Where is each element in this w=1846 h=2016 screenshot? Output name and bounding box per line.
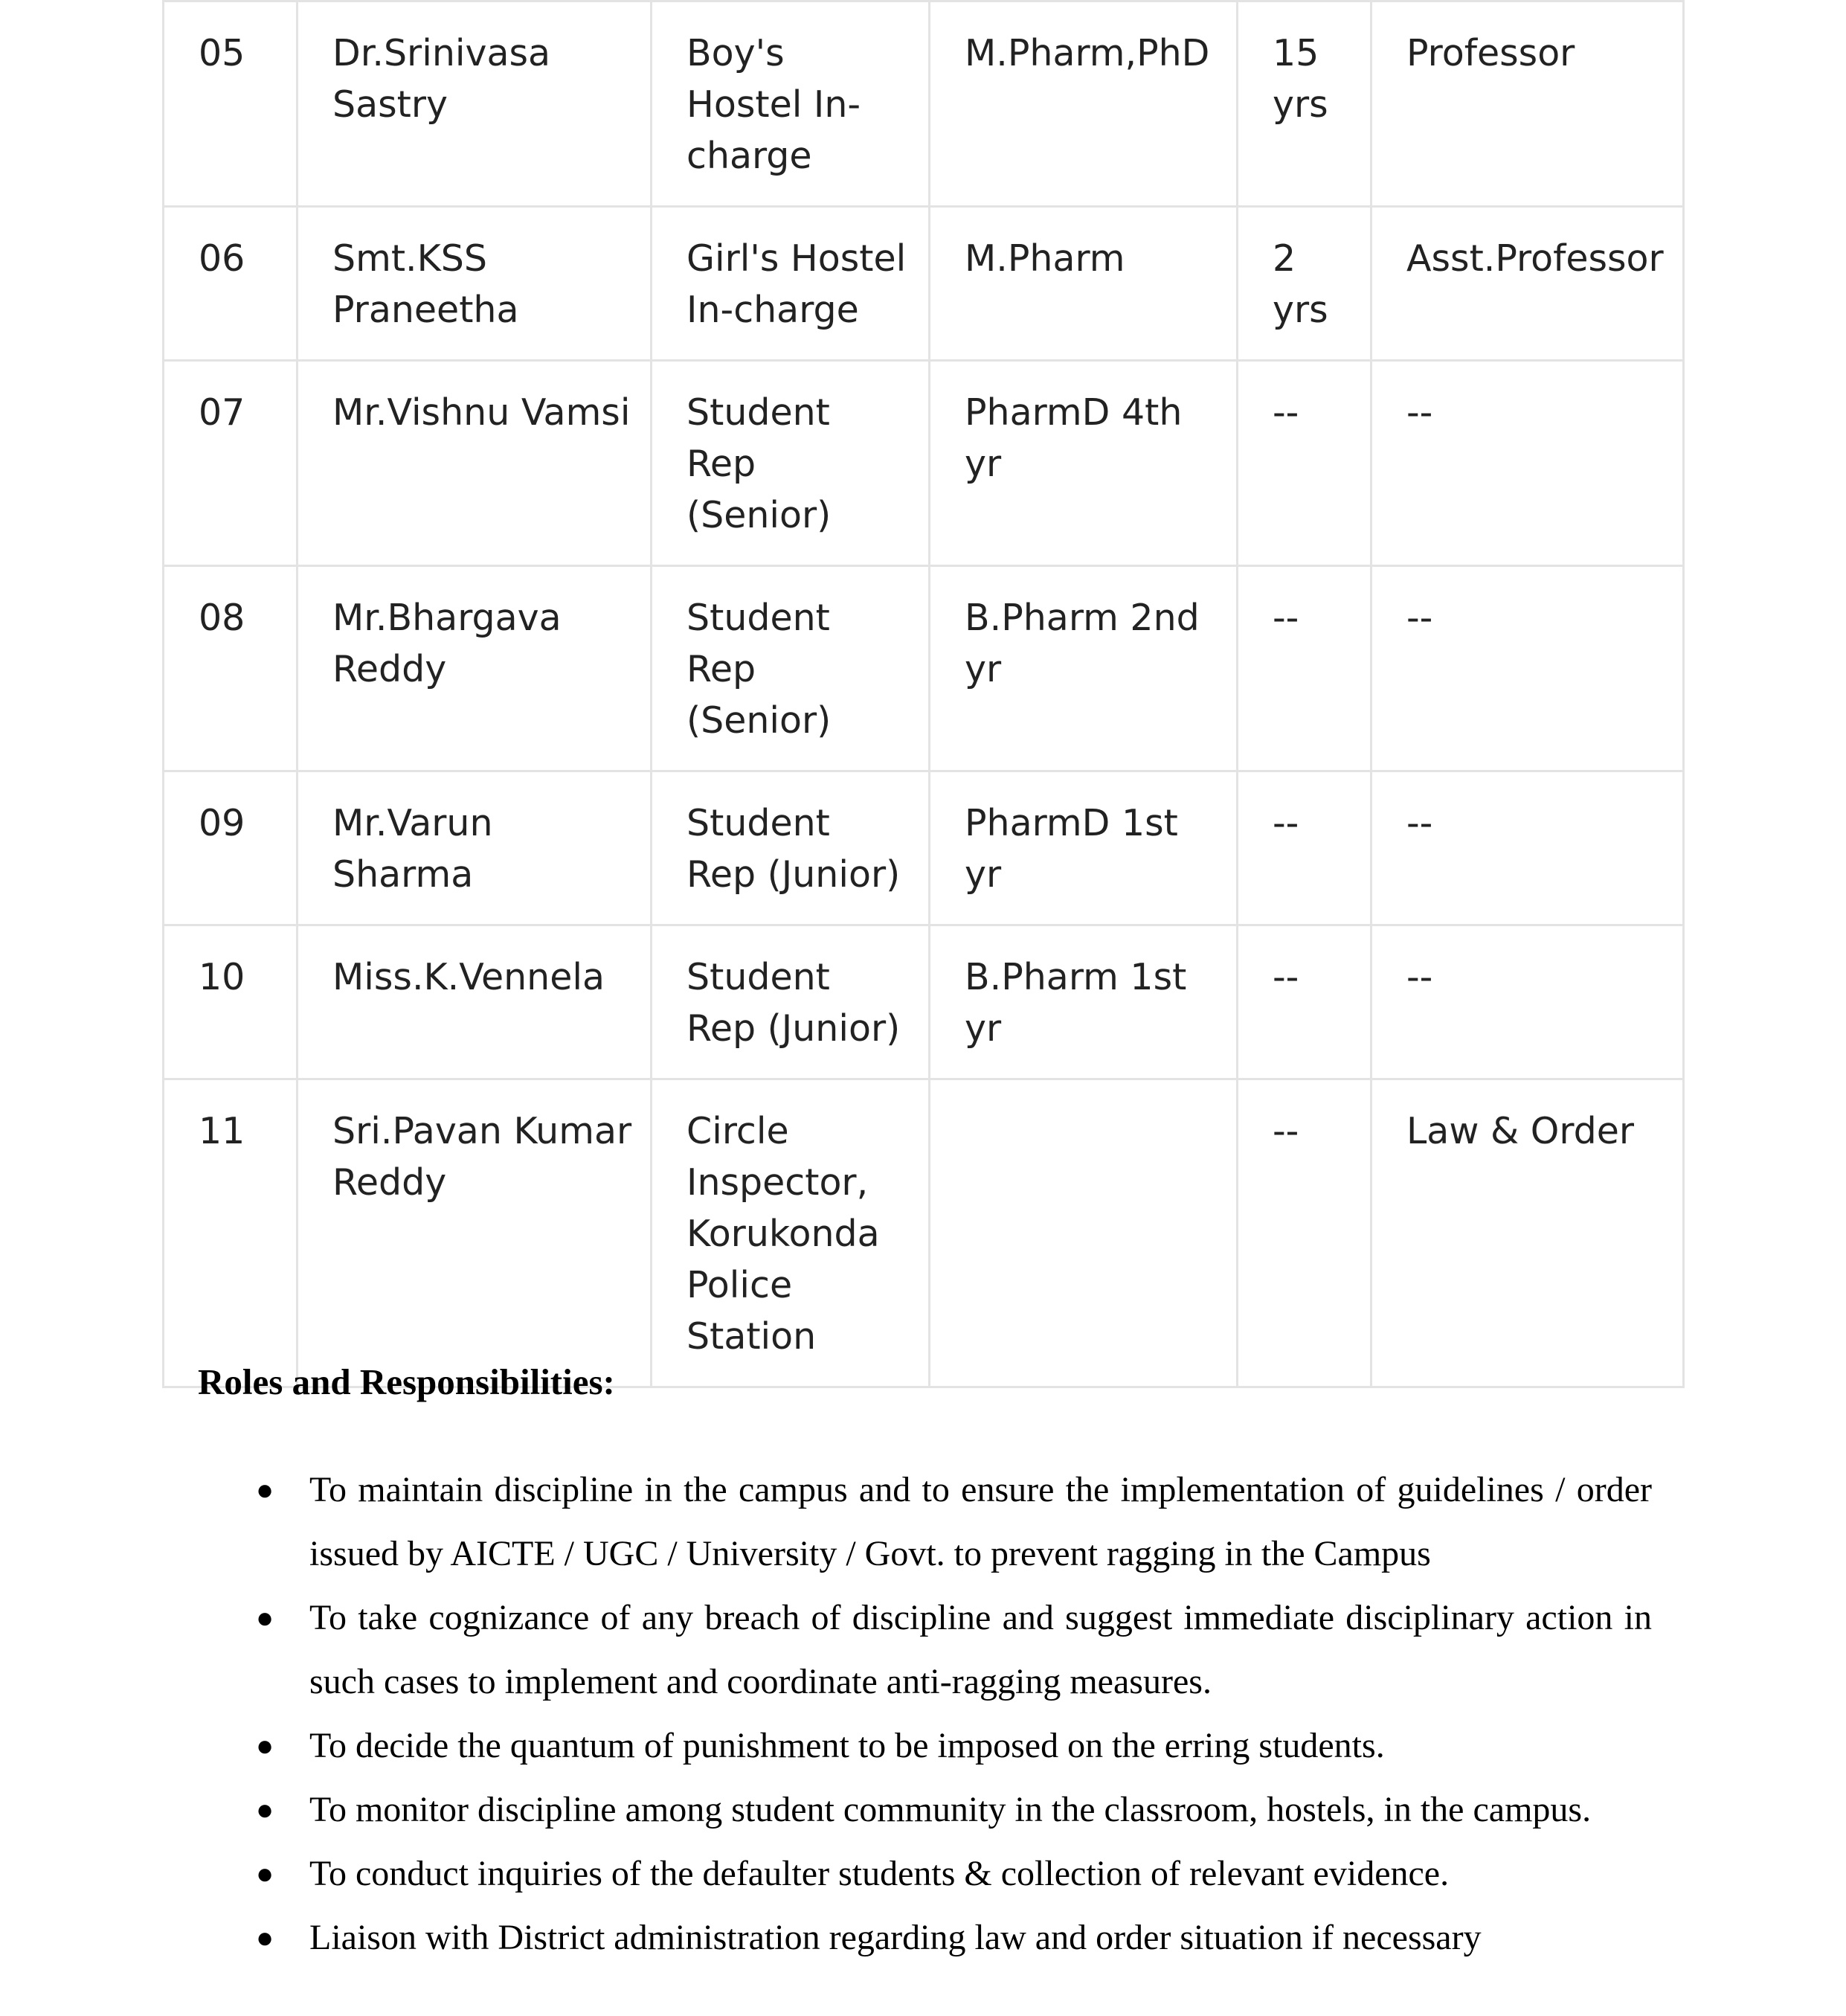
cell-designation: Student Rep (Senior) [652, 566, 930, 771]
cell-qualification [930, 1079, 1238, 1387]
cell-experience: -- [1238, 771, 1371, 925]
cell-name: Mr.Bhargava Reddy [298, 566, 652, 771]
cell-sno: 08 [164, 566, 298, 771]
cell-name: Dr.Srinivasa Sastry [298, 1, 652, 207]
cell-name: Miss.K.Vennela [298, 925, 652, 1079]
cell-designation: Student Rep (Junior) [652, 925, 930, 1079]
cell-designation: Boy's Hostel In-charge [652, 1, 930, 207]
bullet-icon: ● [256, 1857, 274, 1890]
table-row [164, 1079, 1684, 1387]
list-item-text: To maintain discipline in the campus and to ensure the implementation of guidelines / order issued by AICTE / UGC / University / Govt. to prevent ragging in the Campus [309, 1470, 1652, 1573]
list-item [198, 1842, 1652, 1906]
cell-position: Law & Order [1371, 1079, 1684, 1387]
cell-designation: Student Rep (Junior) [652, 771, 930, 925]
cell-name: Mr.Vishnu Vamsi [298, 361, 652, 566]
list-item-text: To conduct inquiries of the defaulter students & collection of relevant evidence. [309, 1854, 1450, 1893]
table-row [164, 1, 1684, 207]
bullet-icon: ● [256, 1473, 274, 1506]
cell-position: -- [1371, 566, 1684, 771]
cell-experience: 2 yrs [1238, 207, 1371, 361]
cell-designation: Student Rep (Senior) [652, 361, 930, 566]
list-item [198, 1906, 1652, 1970]
committee-table [162, 0, 1685, 1388]
cell-name: Smt.KSS Praneetha [298, 207, 652, 361]
list-item-text: To take cognizance of any breach of discipline and suggest immediate disciplinary action in such cases to implement and coordinate anti-ragging measures. [309, 1598, 1652, 1701]
cell-sno: 10 [164, 925, 298, 1079]
cell-qualification: M.Pharm,PhD [930, 1, 1238, 207]
cell-position: -- [1371, 771, 1684, 925]
table-row [164, 207, 1684, 361]
cell-qualification: PharmD 1st yr [930, 771, 1238, 925]
cell-experience: -- [1238, 1079, 1371, 1387]
cell-name: Mr.Varun Sharma [298, 771, 652, 925]
list-item [198, 1586, 1652, 1714]
list-item [198, 1778, 1652, 1842]
cell-position: -- [1371, 925, 1684, 1079]
cell-experience: -- [1238, 925, 1371, 1079]
roles-heading: Roles and Responsibilities: [198, 1361, 615, 1402]
cell-experience: -- [1238, 566, 1371, 771]
cell-sno: 11 [164, 1079, 298, 1387]
list-item-text: To monitor discipline among student community in the classroom, hostels, in the campus. [309, 1790, 1592, 1829]
table-row [164, 771, 1684, 925]
cell-name: Sri.Pavan Kumar Reddy [298, 1079, 652, 1387]
cell-position: Asst.Professor [1371, 207, 1684, 361]
cell-designation: Girl's Hostel In-charge [652, 207, 930, 361]
cell-sno: 06 [164, 207, 298, 361]
cell-qualification: M.Pharm [930, 207, 1238, 361]
bullet-icon: ● [256, 1601, 274, 1634]
table-row [164, 361, 1684, 566]
cell-qualification: B.Pharm 2nd yr [930, 566, 1238, 771]
cell-position: -- [1371, 361, 1684, 566]
list-item [198, 1458, 1652, 1586]
list-item-text: To decide the quantum of punishment to be imposed on the erring students. [309, 1726, 1385, 1765]
cell-sno: 05 [164, 1, 298, 207]
table-row [164, 925, 1684, 1079]
list-item-text: Liaison with District administration regarding law and order situation if necessary [309, 1918, 1482, 1957]
cell-sno: 09 [164, 771, 298, 925]
cell-designation: Circle Inspector, Korukonda Police Station [652, 1079, 930, 1387]
cell-experience: -- [1238, 361, 1371, 566]
table-row [164, 566, 1684, 771]
cell-qualification: B.Pharm 1st yr [930, 925, 1238, 1079]
bullet-icon: ● [256, 1793, 274, 1826]
cell-qualification: PharmD 4th yr [930, 361, 1238, 566]
list-item [198, 1714, 1652, 1778]
bullet-icon: ● [256, 1729, 274, 1762]
roles-list [198, 1458, 1652, 1970]
bullet-icon: ● [256, 1921, 274, 1954]
cell-sno: 07 [164, 361, 298, 566]
cell-position: Professor [1371, 1, 1684, 207]
cell-experience: 15 yrs [1238, 1, 1371, 207]
